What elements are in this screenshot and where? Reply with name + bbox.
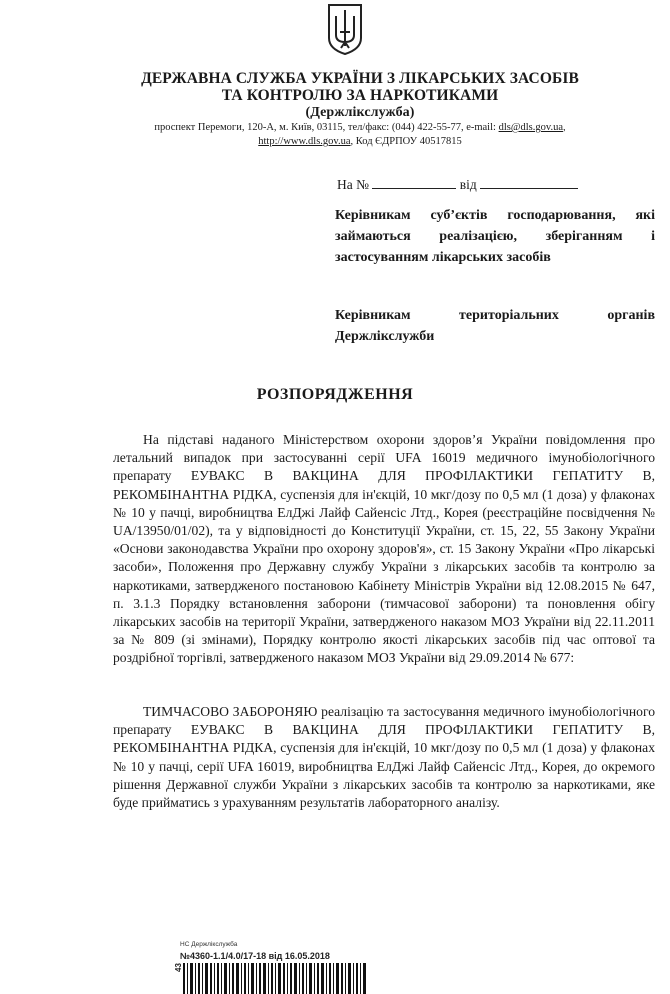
coat-of-arms-icon	[326, 2, 364, 56]
website-link[interactable]: http://www.dls.gov.ua	[258, 136, 351, 147]
stamp-registration-number: №4360-1.1/4.0/17-18 від 16.05.2018	[180, 951, 330, 961]
organization-short-name: (Держлікслужба)	[305, 105, 415, 120]
organization-name-line2: ТА КОНТРОЛЮ ЗА НАРКОТИКАМИ	[221, 87, 499, 104]
contacts-line2	[60, 135, 660, 149]
addressee-businesses: Керівникам суб’єктів господарювання, які займаються реалізацією, зберіганням і застосуванням лікарських засобів	[335, 208, 655, 265]
stamp-organization: НС Держлікслужба	[180, 941, 238, 948]
addressee-territorial-bodies: Керівникам територіальних органів Держлікслужби	[335, 308, 655, 344]
email-link[interactable]: dls@dls.gov.ua	[498, 122, 563, 133]
body-paragraph-1: На підставі наданого Міністерством охорони здоров’я України повідомлення про летальний випадок при застосуванні серії UFA 16019 медичного імунобіологічного препарату ЕУВАКС В ВАКЦИНА ДЛЯ ПРОФІЛАКТИКИ ГЕПАТИТУ В, РЕКОМБІНАНТНА РІДКА, суспензія для ін'єкцій, 10 мкг/дозу по 0,5 мл (1 доза) у флаконах № 10 у пачці, виробництва ЕлДжі Лайф Сайенсіс Лтд., Корея (реєстраційне посвідчення № UA/13950/01/02), та у відповідності до Конституції України, ст. 15, 22, 55 Закону України «Основи законодавства України про охорону здоров'я», ст. 15 Закону України «Про лікарські засоби», Положення про Державну службу України з лікарських засобів та контролю за наркотиками, затвердженого постановою Кабінету Міністрів України від 12.08.2015 № 647, п. 3.1.3 Порядку встановлення заборони (тимчасової заборони) та поновлення обігу лікарських засобів на території України, затвердженого наказом МОЗ України від 22.11.2011 за № 809 (зі змінами), Порядку контролю якості лікарських засобів під час оптової та роздрібної торгівлі, затвердженого наказом МОЗ України від 29.09.2014 № 677:	[113, 432, 655, 666]
edrpou-code: , Код ЄДРПОУ 40517815	[350, 136, 462, 147]
vertical-sheet-number: 43	[174, 963, 183, 972]
date-label: від	[459, 177, 477, 192]
document-title: РОЗПОРЯДЖЕННЯ	[256, 386, 414, 403]
body-paragraph-2: ТИМЧАСОВО ЗАБОРОНЯЮ реалізацію та застосування медичного імунобіологічного препарату ЕУВАКС В ВАКЦИНА ДЛЯ ПРОФІЛАКТИКИ ГЕПАТИТУ В, РЕКОМБІНАНТНА РІДКА, суспензія для ін'єкцій, 10 мкг/дозу по 0,5 мл (1 доза) у флаконах № 10 у пачці, серії UFA 16019, виробництва ЕлДжі Лайф Сайенсіс Лтд., Корея, до окремого рішення Державної служби України з лікарських засобів та контролю за наркотиками, яке буде прийматись з урахуванням результатів лабораторного аналізу.	[113, 704, 655, 811]
address-text: проспект Перемоги, 120-А, м. Київ, 03115, тел/факс: (044) 422-55-77, e-mail:	[154, 122, 499, 133]
contacts-suffix: ,	[562, 122, 566, 133]
contacts-line1	[60, 121, 660, 135]
number-label: На №	[337, 177, 369, 192]
number-blank	[372, 178, 456, 189]
barcode-icon	[183, 963, 368, 994]
registration-line	[337, 177, 578, 193]
organization-name-line1: ДЕРЖАВНА СЛУЖБА УКРАЇНИ З ЛІКАРСЬКИХ ЗАСОБІВ	[141, 70, 579, 87]
date-blank	[480, 178, 578, 189]
